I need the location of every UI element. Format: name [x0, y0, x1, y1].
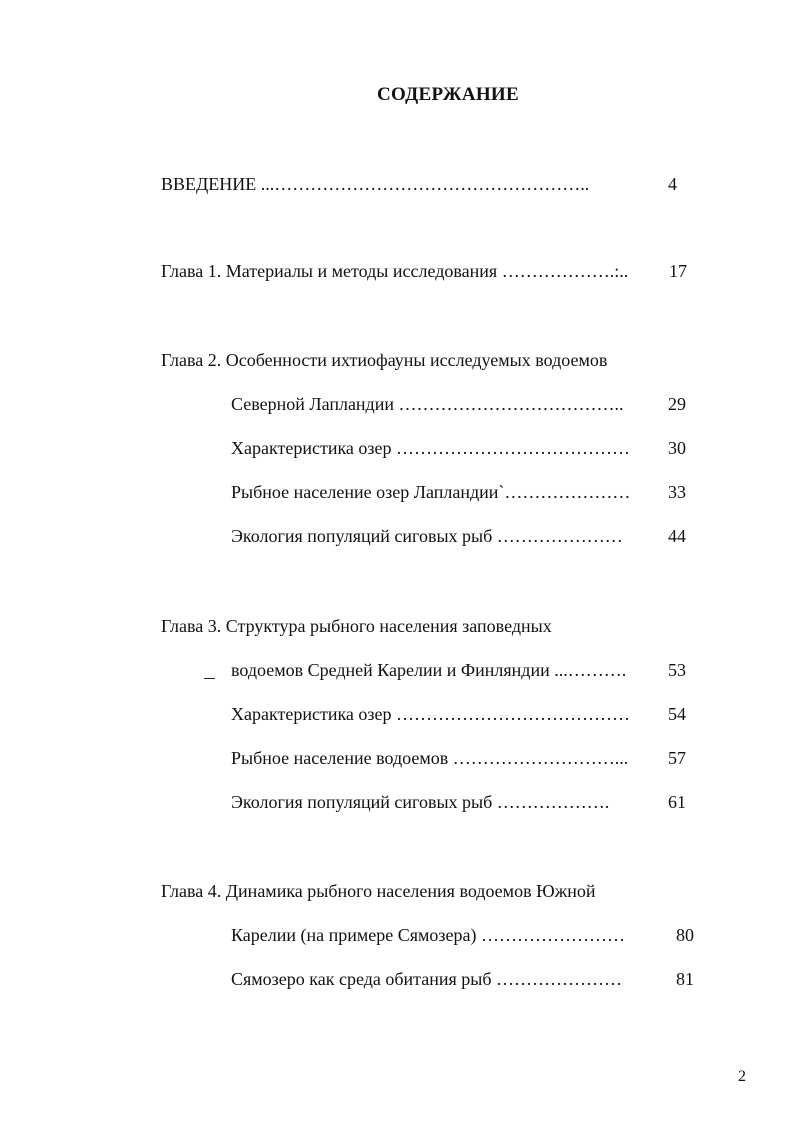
toc-entry-chapter-1: Глава 1. Материалы и методы исследования ……………….:.. [161, 261, 629, 281]
stray-mark [204, 678, 215, 679]
toc-entry-chapter-3-cont: водоемов Средней Карелии и Финляндии ...………. [231, 660, 627, 680]
toc-entry-introduction: ВВЕДЕНИЕ ...…………………………………………….. [161, 174, 590, 194]
toc-page-3-2: 57 [668, 748, 686, 768]
toc-entry-3-1: Характеристика озер ………………………………… [231, 704, 631, 724]
toc-page-introduction: 4 [668, 174, 677, 194]
toc-page-2-3: 44 [668, 526, 686, 546]
toc-page-chapter-2: 29 [668, 394, 686, 414]
toc-page-chapter-1: 17 [669, 261, 687, 281]
toc-page-3-1: 54 [668, 704, 686, 724]
toc-entry-chapter-4-cont: Карелии (на примере Сямозера) …………………… [231, 925, 626, 945]
toc-entry-2-2: Рыбное население озер Лапландии`………………… [231, 482, 631, 502]
toc-page-2-2: 33 [668, 482, 686, 502]
toc-page-chapter-4: 80 [676, 925, 694, 945]
toc-page-4-1: 81 [676, 969, 694, 989]
toc-entry-2-3: Экология популяций сиговых рыб ………………… [231, 526, 623, 546]
toc-page-2-1: 30 [668, 438, 686, 458]
toc-entry-4-1: Сямозеро как среда обитания рыб ………………… [231, 969, 623, 989]
toc-entry-chapter-2-cont: Северной Лапландии ……………………………….. [231, 394, 624, 414]
toc-page-chapter-3: 53 [668, 660, 686, 680]
toc-entry-3-3: Экология популяций сиговых рыб ………………. [231, 792, 610, 812]
toc-entry-chapter-4: Глава 4. Динамика рыбного населения водоемов Южной [161, 881, 596, 901]
page-number: 2 [738, 1068, 746, 1085]
toc-entry-3-2: Рыбное население водоемов ………………………... [231, 748, 629, 768]
toc-entry-chapter-2: Глава 2. Особенности ихтиофауны исследуемых водоемов [161, 350, 608, 370]
toc-entry-2-1: Характеристика озер ………………………………… [231, 438, 631, 458]
page-title: СОДЕРЖАНИЕ [377, 84, 519, 105]
toc-entry-chapter-3: Глава 3. Структура рыбного населения заповедных [161, 616, 552, 636]
toc-page-3-3: 61 [668, 792, 686, 812]
